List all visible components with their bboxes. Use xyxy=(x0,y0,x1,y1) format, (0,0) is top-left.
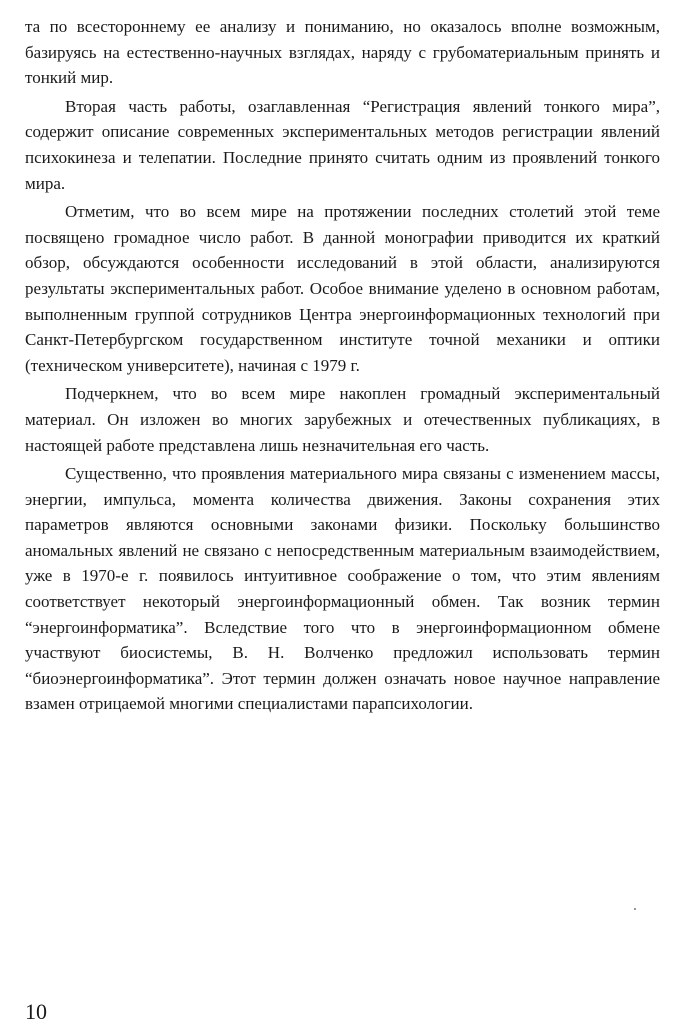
paragraph-continuation: та по всестороннему ее анализу и пониманию, но оказалось вполне возможным, базируясь на естественно-научных взглядах, наряду с грубоматериальным принять и тонкий мир. xyxy=(25,17,660,88)
scan-speck xyxy=(634,908,636,910)
paragraph-overview: Отметим, что во всем мире на протяжении последних столетий этой теме посвящено громадное число работ. В данной монографии приводится их краткий обзор, обсуждаются особенности исследований в этой области, анализируются результаты экспериментальных работ. Особое внимание уделено в основном работам, выполненным группой сотрудников Центра энергоинформационных технологий при Санкт-Петербургском государственном институте точной механики и оптики (техническом университете), начиная с 1979 г. xyxy=(25,202,660,375)
paragraph-material: Подчеркнем, что во всем мире накоплен громадный экспериментальный материал. Он изложен во многих зарубежных и отечественных публикациях, в настоящей работе представлена лишь незначительная его часть. xyxy=(25,384,660,455)
paragraph-bioenergoinformatics: Существенно, что проявления материального мира связаны с изменением массы, энергии, импульса, момента количества движения. Законы сохранения этих параметров являются основными законами физики. Поскольку большинство аномальных явлений не связано с непосредственным материальным взаимодействием, уже в 1970-е г. появилось интуитивное соображение о том, что этим явлениям соответствует некоторый энергоинформационный обмен. Так возник термин “энергоинформатика”. Вследствие того что в энергоинформационном обмене участвуют биосистемы, В. Н. Волченко предложил использовать термин “биоэнергоинформатика”. Этот термин должен означать новое научное направление взамен отрицаемой многими специалистами парапсихологии. xyxy=(25,464,660,714)
paragraph-second-part: Вторая часть работы, озаглавленная “Регистрация явлений тонкого мира”, содержит описание современных экспериментальных методов регистрации явлений психокинеза и телепатии. Последние принято считать одним из проявлений тонкого мира. xyxy=(25,96,660,193)
page-number: 10 xyxy=(25,999,47,1024)
page-body xyxy=(25,14,660,717)
